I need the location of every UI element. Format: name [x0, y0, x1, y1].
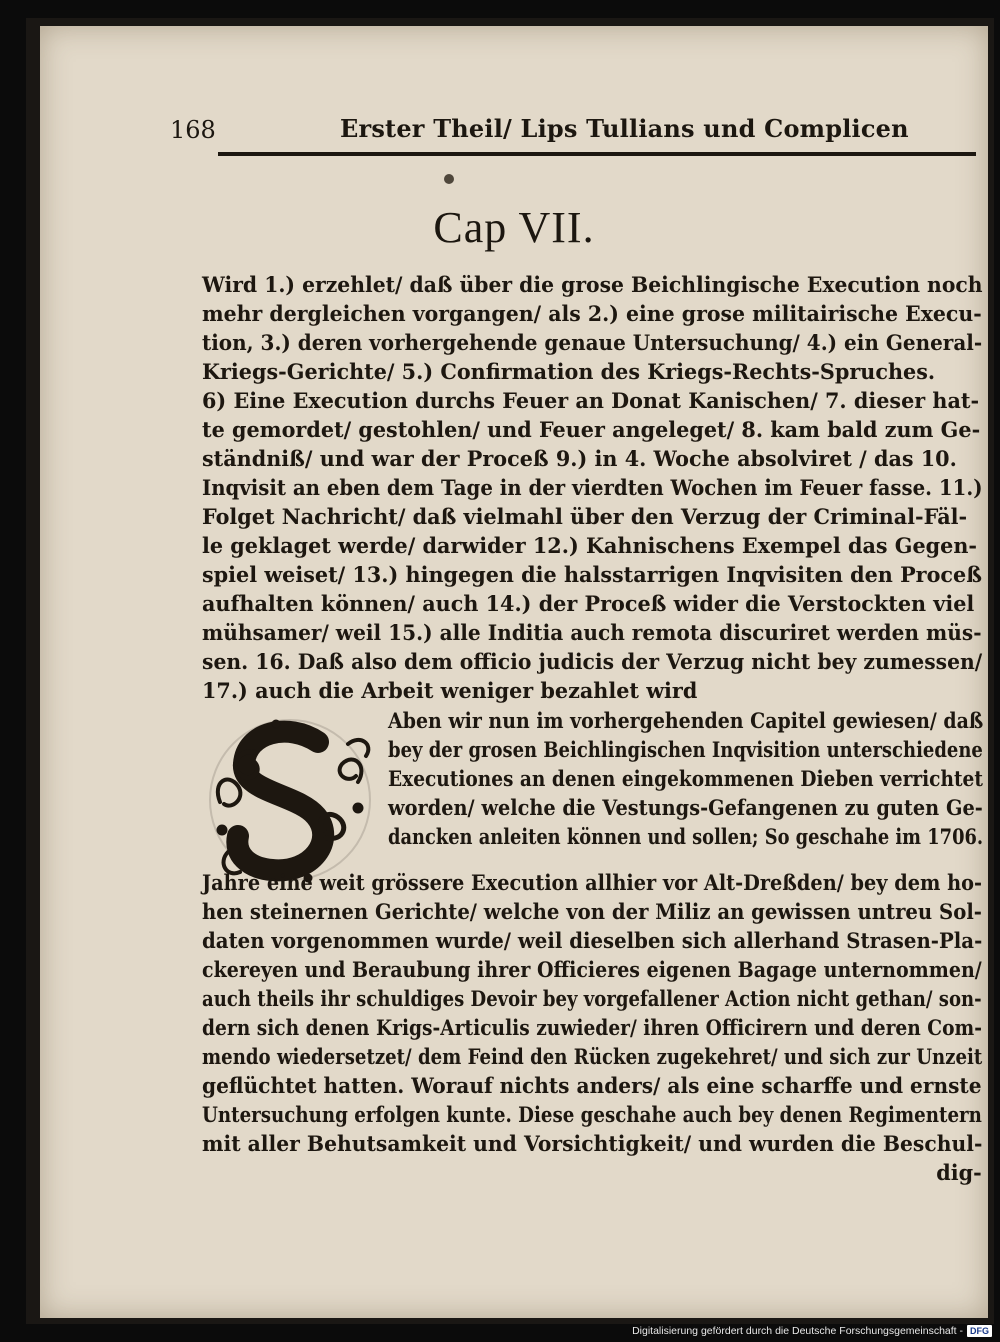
- summary-line: Folget Nachricht/ daß vielmahl über den Verzug der Criminal-Fäl-: [202, 504, 968, 529]
- chapter-title: Cap VII.: [433, 203, 595, 252]
- body-text-first: [388, 706, 988, 851]
- body-line: dancken anleiten können und sollen; So geschahe im 1706.: [388, 824, 984, 849]
- body-line: mendo wiedersetzet/ dem Feind den Rücken zugekehret/ und sich zur Unzeit: [202, 1044, 983, 1069]
- summary-line: aufhalten können/ auch 14.) der Proceß wider die Verstockten viel: [202, 591, 975, 616]
- footer-text: Digitalisierung gefördert durch die Deutsche Forschungsgemeinschaft -: [632, 1325, 963, 1337]
- summary-line: Kriegs-Gerichte/ 5.) Confirmation des Kriegs-Rechts-Spruches.: [202, 359, 936, 384]
- dfg-logo-icon: DFG: [967, 1325, 992, 1337]
- digitization-footer: [632, 1324, 992, 1338]
- body-line: Jahre eine weit grössere Execution allhier vor Alt-Dreßden/ bey dem ho-: [202, 870, 983, 895]
- body-line: Aben wir nun im vorhergehenden Capitel gewiesen/ daß: [388, 708, 984, 733]
- summary-line: 17.) auch die Arbeit weniger bezahlet wird: [202, 678, 698, 703]
- summary-line: Inqvisit an eben dem Tage in der vierdten Wochen im Feuer fasse. 11.): [202, 475, 983, 500]
- summary-line: 6) Eine Execution durchs Feuer an Donat Kanischen/ 7. dieser hat-: [202, 388, 980, 413]
- running-title: Erster Theil/ Lips Tullians und Complicen: [340, 114, 909, 143]
- body-text-rest: [202, 868, 992, 1187]
- body-line: ckereyen und Beraubung ihrer Officieres eigenen Bagage unternommen/: [202, 957, 982, 982]
- header-rule: [218, 152, 976, 156]
- page-number: 168: [170, 116, 216, 144]
- chapter-summary: [202, 270, 992, 705]
- body-line: daten vorgenommen wurde/ weil dieselben sich allerhand Strasen-Pla-: [202, 928, 983, 953]
- summary-line: Wird 1.) erzehlet/ daß über die grose Beichlingische Execution noch: [202, 272, 983, 297]
- drop-cap: [198, 712, 382, 888]
- body-line: geflüchtet hatten. Worauf nichts anders/ als eine scharffe und ernste: [202, 1073, 982, 1098]
- drop-cap-ornament-icon: [198, 712, 382, 888]
- body-line: auch theils ihr schuldiges Devoir bey vorgefallener Action nicht gethan/ son-: [202, 986, 982, 1011]
- book-page: [40, 26, 988, 1318]
- ink-spot: [444, 174, 454, 184]
- summary-line: te gemordet/ gestohlen/ und Feuer angeleget/ 8. kam bald zum Ge-: [202, 417, 981, 442]
- body-line: dern sich denen Krigs-Articulis zuwieder/ ihren Officirern und deren Com-: [202, 1015, 982, 1040]
- body-line: mit aller Behutsamkeit und Vorsichtigkeit/ und wurden die Beschul-: [202, 1131, 983, 1156]
- running-head: [170, 112, 980, 146]
- summary-line: le geklaget werde/ darwider 12.) Kahnischens Exempel das Gegen-: [202, 533, 978, 558]
- summary-line: sen. 16. Daß also dem officio judicis der Verzug nicht bey zumessen/: [202, 649, 983, 674]
- body-line: hen steinernen Gerichte/ welche von der Miliz an gewissen untreu Sol-: [202, 899, 982, 924]
- summary-line: mehr dergleichen vorgangen/ als 2.) eine grose militairische Execu-: [202, 301, 982, 326]
- body-line: bey der grosen Beichlingischen Inqvisition unterschiedene: [388, 737, 983, 762]
- summary-line: ständniß/ und war der Proceß 9.) in 4. Woche absolviret / das 10.: [202, 446, 957, 471]
- body-line: Untersuchung erfolgen kunte. Diese geschahe auch bey denen Regimentern: [202, 1102, 982, 1127]
- body-line: Executiones an denen eingekommenen Dieben verrichtet: [388, 766, 983, 791]
- body-line-catchword: dig-: [936, 1160, 982, 1185]
- summary-line: tion, 3.) deren vorhergehende genaue Untersuchung/ 4.) ein General-: [202, 330, 983, 355]
- summary-line: mühsamer/ weil 15.) alle Inditia auch remota discuriret werden müs-: [202, 620, 982, 645]
- body-line: worden/ welche die Vestungs-Gefangenen zu guten Ge-: [388, 795, 983, 820]
- summary-line: spiel weiset/ 13.) hingegen die halsstarrigen Inqvisiten den Proceß: [202, 562, 982, 587]
